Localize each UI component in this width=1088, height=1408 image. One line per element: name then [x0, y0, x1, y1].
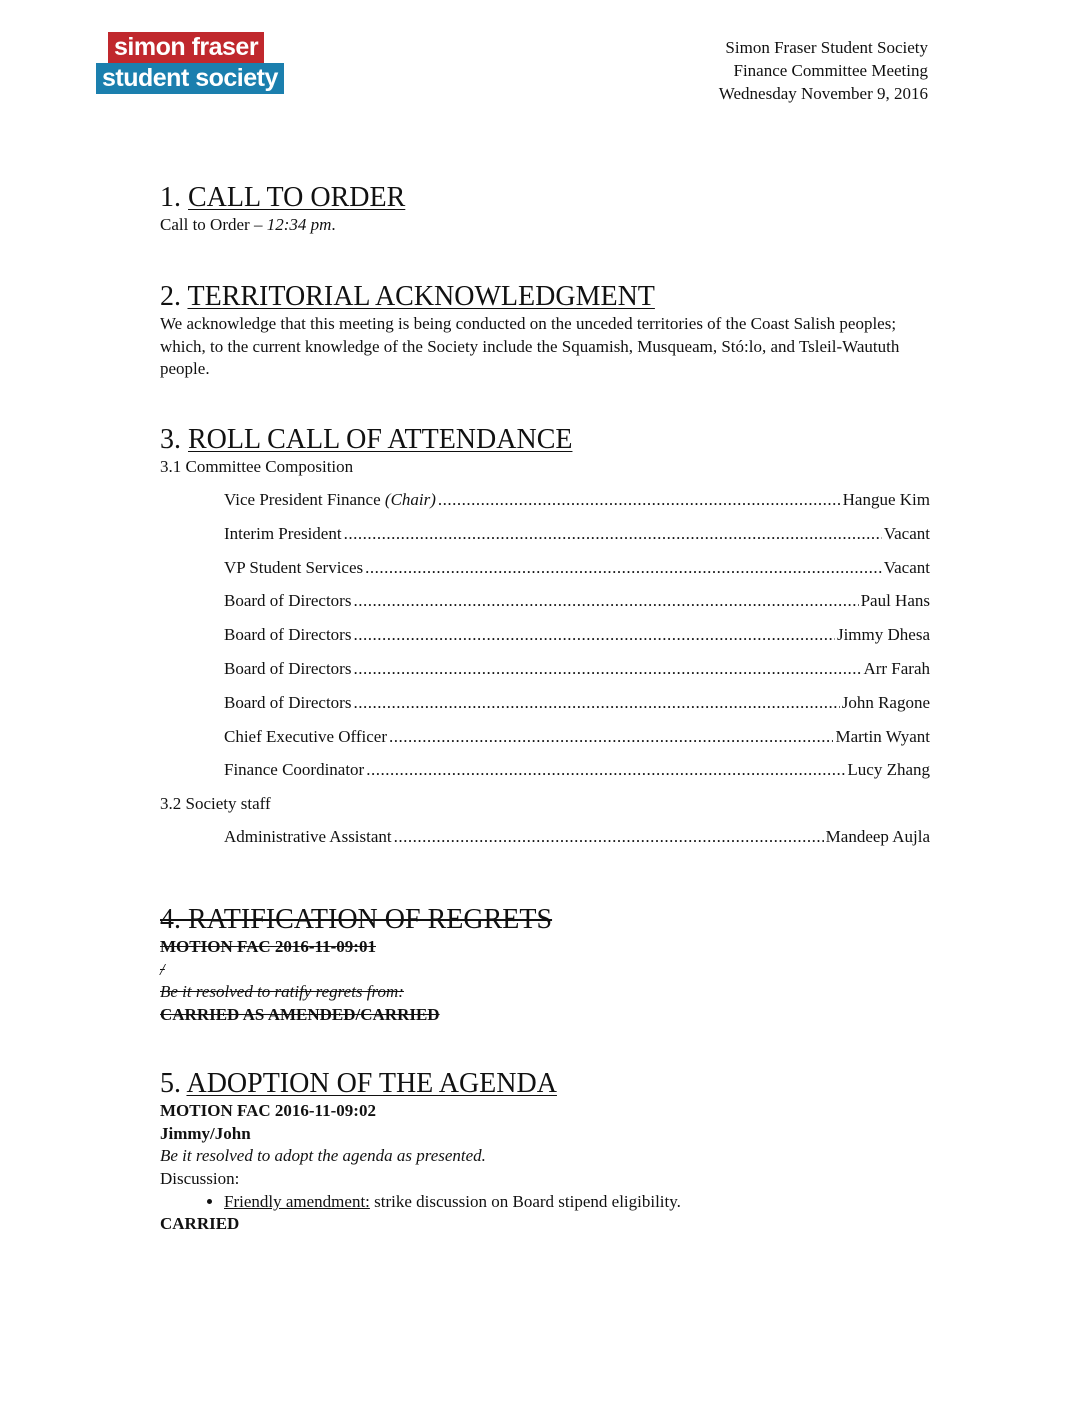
section-heading: 3. ROLL CALL OF ATTENDANCE	[160, 424, 573, 455]
member-row: Board of Directors ..... Jimmy Dhesa	[224, 624, 930, 658]
section-call-to-order	[160, 182, 930, 237]
section-territorial-acknowledgment	[160, 281, 930, 381]
member-row: Finance Coordinator ..... Lucy Zhang	[224, 759, 930, 793]
section-heading: 4. RATIFICATION OF REGRETS	[160, 904, 553, 935]
header-org: Simon Fraser Student Society	[725, 38, 928, 57]
section-ratification-of-regrets	[160, 904, 930, 1026]
motion-result: CARRIED AS AMENDED/CARRIED	[160, 1004, 440, 1024]
discussion-list	[160, 1190, 930, 1213]
section-heading: 5. ADOPTION OF THE AGENDA	[160, 1068, 557, 1099]
header-date: Wednesday November 9, 2016	[718, 84, 928, 103]
motion-movers: /	[160, 959, 165, 979]
committee-composition-heading: 3.1 Committee Composition	[160, 457, 354, 476]
member-row: Interim President ..... Vacant	[224, 523, 930, 557]
section-heading: 2. TERRITORIAL ACKNOWLEDGMENT	[160, 281, 655, 312]
call-to-order-time: 12:34 pm	[266, 215, 332, 234]
discussion-label: Discussion:	[160, 1168, 240, 1188]
acknowledgment-text: We acknowledge that this meeting is being conducted on the unceded territories of the Coast Salish peoples; which, to the current knowledge of the Society include the Squamish, Musqueam, Stó:lo, and Tsleil-Waututh people.	[160, 314, 900, 378]
member-row: Board of Directors ..... Paul Hans	[224, 590, 930, 624]
header-meeting: Finance Committee Meeting	[733, 61, 928, 80]
society-staff-heading: 3.2 Society staff	[160, 794, 271, 814]
list-item: • Friendly amendment: strike discussion on Board stipend eligibility.	[224, 1190, 930, 1213]
staff-row: Administrative Assistant ..... Mandeep Aujla	[224, 826, 930, 860]
motion-number: MOTION FAC 2016-11-09:01	[160, 937, 376, 956]
section-adoption-of-agenda	[160, 1068, 930, 1236]
member-row: Board of Directors ..... John Ragone	[224, 692, 930, 726]
motion-number: MOTION FAC 2016-11-09:02	[160, 1101, 376, 1120]
motion-resolution: Be it resolved to adopt the agenda as presented.	[160, 1146, 486, 1165]
section-roll-call	[160, 424, 930, 860]
section-heading: 1. CALL TO ORDER	[160, 182, 406, 213]
member-row: Vice President Finance (Chair) ..... Hangue Kim	[224, 489, 930, 523]
member-row: Board of Directors ..... Arr Farah	[224, 658, 930, 692]
logo-line-bottom: student society	[96, 63, 284, 94]
document-header	[719, 36, 928, 105]
member-row: VP Student Services ..... Vacant	[224, 557, 930, 591]
call-to-order-text: Call to Order – 12:34 pm.	[160, 215, 336, 234]
motion-movers: Jimmy/John	[160, 1123, 251, 1143]
motion-result: CARRIED	[160, 1214, 240, 1233]
society-logo	[96, 32, 278, 94]
motion-resolution: Be it resolved to ratify regrets from:	[160, 982, 404, 1001]
logo-line-top: simon fraser	[108, 32, 264, 64]
member-row: Chief Executive Officer ..... Martin Wyant	[224, 726, 930, 760]
